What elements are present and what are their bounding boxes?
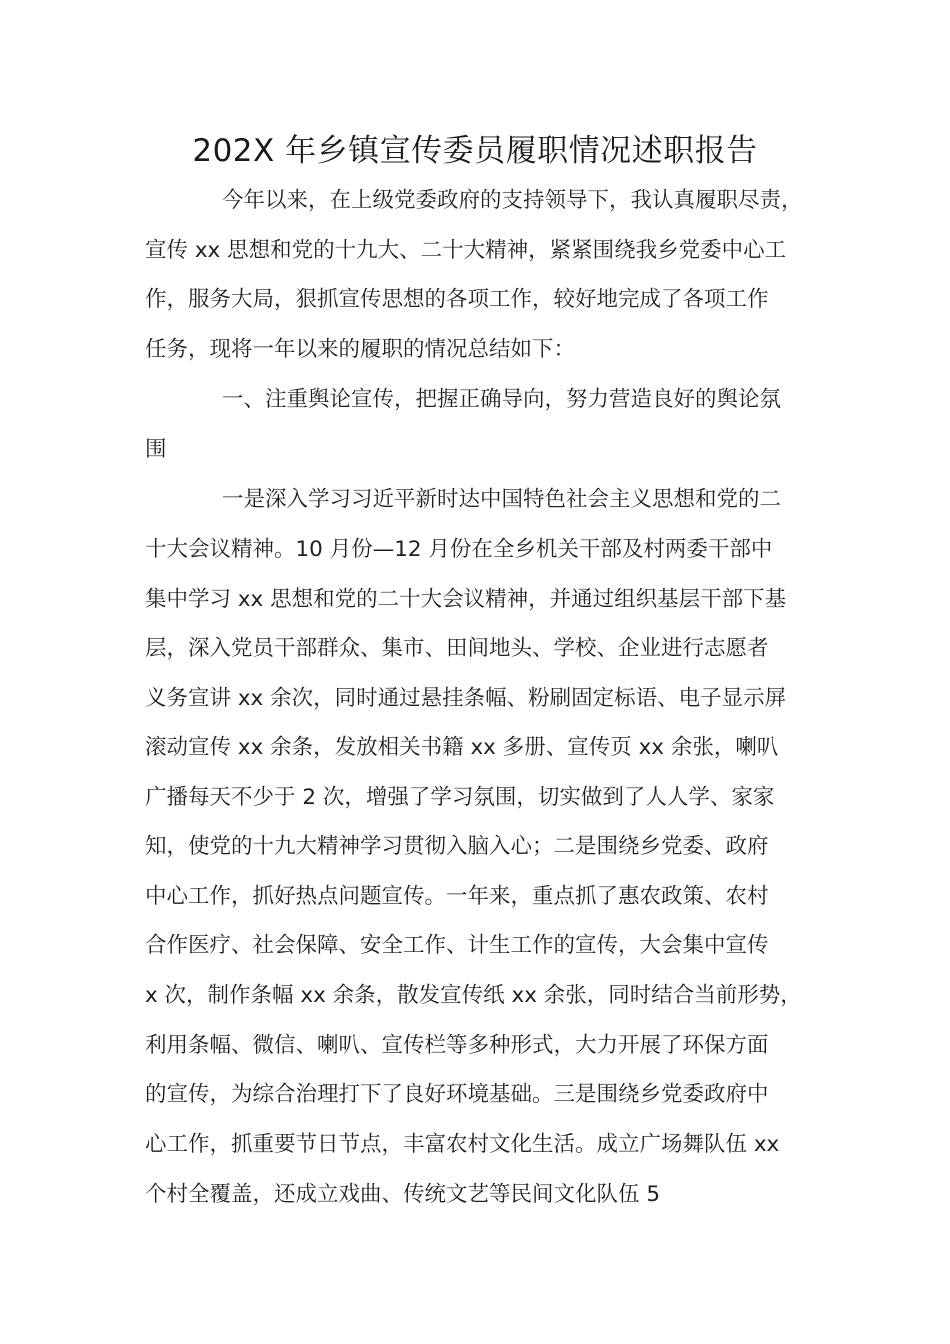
paragraph-line: 个村全覆盖，还成立戏曲、传统文艺等民间文化队伍 5 bbox=[145, 1182, 661, 1207]
paragraph-line: 的宣传，为综合治理打下了良好环境基础。三是围绕乡党委政府中 bbox=[145, 1082, 769, 1107]
paragraph-line: 广播每天不少于 2 次，增强了学习氛围，切实做到了人人学、家家 bbox=[145, 785, 775, 810]
paragraph-line: 集中学习 xx 思想和党的二十大会议精神，并通过组织基层干部下基 bbox=[145, 587, 787, 612]
paragraph-line: 合作医疗、社会保障、安全工作、计生工作的宣传，大会集中宣传 bbox=[145, 933, 769, 958]
paragraph-line: 层，深入党员干部群众、集市、田间地头、学校、企业进行志愿者 bbox=[145, 636, 769, 661]
paragraph-line: 知，使党的十九大精神学习贯彻入脑入心；二是围绕乡党委、政府 bbox=[145, 834, 769, 859]
paragraph-line: 心工作，抓重要节日节点，丰富农村文化生活。成立广场舞队伍 xx bbox=[145, 1132, 780, 1157]
paragraph-line: 利用条幅、微信、喇叭、宣传栏等多种形式，大力开展了环保方面 bbox=[145, 1033, 769, 1058]
section-heading-line: 一、注重舆论宣传，把握正确导向，努力营造良好的舆论氛 bbox=[222, 387, 782, 412]
paragraph-line: x 次，制作条幅 xx 余条，散发宣传纸 xx 余张，同时结合当前形势， bbox=[145, 983, 802, 1008]
document-title: 202X 年乡镇宣传委员履职情况述职报告 bbox=[192, 133, 758, 169]
paragraph-line: 中心工作，抓好热点问题宣传。一年来，重点抓了惠农政策、农村 bbox=[145, 884, 769, 909]
paragraph-line: 义务宣讲 xx 余次，同时通过悬挂条幅、粉刷固定标语、电子显示屏 bbox=[145, 686, 787, 711]
paragraph-line: 一是深入学习习近平新时达中国特色社会主义思想和党的二 bbox=[222, 487, 782, 512]
paragraph-line: 作，服务大局，狠抓宣传思想的各项工作，较好地完成了各项工作 bbox=[145, 287, 769, 312]
paragraph-line: 宣传 xx 思想和党的十九大、二十大精神，紧紧围绕我乡党委中心工 bbox=[145, 238, 787, 263]
paragraph-line: 今年以来，在上级党委政府的支持领导下，我认真履职尽责， bbox=[222, 188, 803, 213]
paragraph-line: 任务，现将一年以来的履职的情况总结如下： bbox=[145, 337, 576, 362]
paragraph-line: 十大会议精神。10 月份—12 月份在全乡机关干部及村两委干部中 bbox=[145, 537, 773, 562]
section-heading-line: 围 bbox=[145, 437, 167, 462]
paragraph-line: 滚动宣传 xx 余条，发放相关书籍 xx 多册、宣传页 xx 余张，喇叭 bbox=[145, 735, 779, 760]
